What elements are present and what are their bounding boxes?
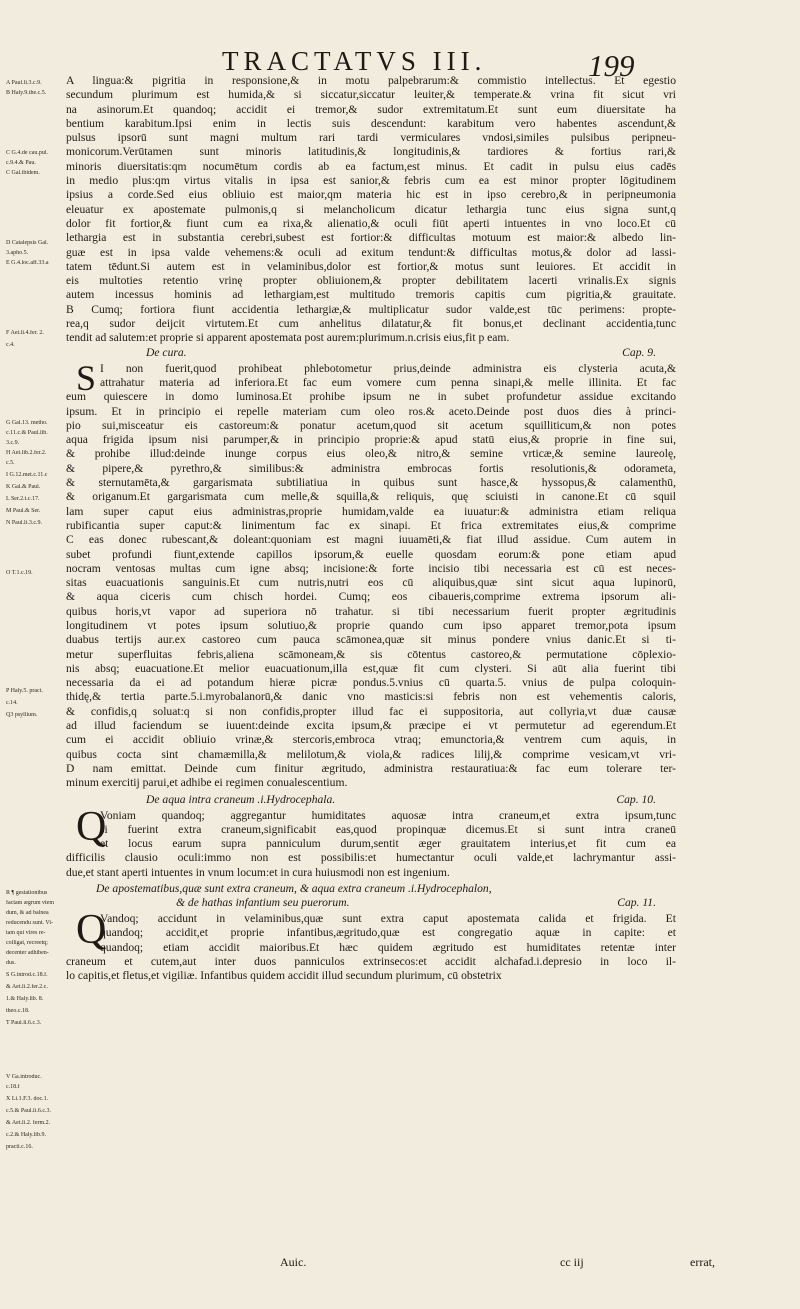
margin-note: O T.1.c.19. bbox=[6, 570, 33, 576]
heading-title: De apostematibus,quæ sunt extra craneum, & aqua extra craneum .i.Hydrocephalon, bbox=[96, 882, 492, 896]
chapter-number: Cap. 10. bbox=[616, 792, 656, 806]
text-line: & origanum.Et gargarismata cum melle,& squilla,& reliquis, quę sciuisti in canone.Et cū squil bbox=[66, 490, 676, 504]
margin-note: G Gal.13. metho. bbox=[6, 420, 48, 426]
text-line: quandoq; accidit,et proprie infantibus,ægritudo,quæ est congregatio aquæ in capite: et bbox=[100, 926, 676, 940]
text-line: in medio plus:qm virtus vitalis in ipsa est sanior,& febris cum ea est minor propter lōgitudinem bbox=[66, 174, 676, 188]
text-line: nis absq; euacuatione.Et melior euacuationum,illa est,quæ fit cum clysteri. Si aūt alia fuerint tibi bbox=[66, 661, 676, 675]
margin-note: C Gal.ibidem. bbox=[6, 170, 40, 176]
text-line: difficilis clausio oculi:immo non est possibilis:et humectantur oculi valde,et lachrymantur assi- bbox=[66, 851, 676, 865]
catchword: errat, bbox=[690, 1255, 715, 1269]
heading-subtitle: & de hathas infantium seu puerorum. bbox=[176, 896, 350, 910]
margin-note: & Aet.li.2. ferm.2. bbox=[6, 1120, 51, 1126]
text-line: D nam emittat. Deinde cum finitur ægritudo, administra restauratiua:& fac eum tolerare ter- bbox=[66, 761, 676, 775]
apostemata-section bbox=[66, 907, 676, 983]
text-line: metur superfluitas febris,aliena scāmoneam,& sis cōtentus castoreo,& permutatione cōplexio- bbox=[66, 647, 676, 661]
text-line: lo capitis,et fletus,et vigiliæ. Infantibus quidem accidit illud secundum plurimum, cū obstetrix bbox=[66, 969, 502, 983]
margin-note: c.11.c.& Paul.lib. bbox=[6, 430, 48, 436]
margin-note: M Paul.& Ser. bbox=[6, 508, 41, 514]
heading-apostemata-2 bbox=[66, 896, 676, 912]
text-line: subet profundi fiunt,extende capillos ipsorum,& euelle quosdam eorum:& pone etiam apud bbox=[66, 547, 676, 561]
text-line: secundum plurimum est humida,& si siccatur,siccatur leuiter,& temperate.& vrina fit sicut vri bbox=[66, 88, 676, 102]
text-line: attrahatur materia ad inferiora.Et fac eum vomere cum penna sinapi,& melle illinita. Et fac bbox=[100, 375, 676, 389]
text-line: et locus earum supra panniculum durum,sentit æger grauitatem interius,et fit cum ea bbox=[100, 837, 676, 851]
heading-de-cura bbox=[66, 346, 676, 362]
cura-section bbox=[66, 357, 676, 791]
margin-note: Q3 psyllium. bbox=[6, 712, 38, 718]
margin-note: c.4. bbox=[6, 342, 15, 348]
text-line: na asinorum.Et quandoq; accidit ei tremor,& sudor extremitatum.Et sunt eum diuersitate ha bbox=[66, 102, 676, 116]
running-title: TRACTATVS III. bbox=[222, 46, 487, 76]
page-footer bbox=[0, 1255, 800, 1275]
text-line: pio sui,misceatur eis castoreum:& ponatur acetum,quod sit acetum squilliticum,& non potes bbox=[66, 418, 676, 432]
page-number: 199 bbox=[588, 48, 635, 83]
text-line: autem incessus hominis ad lethargiam,est multitudo tremoris capitis cum pigritia,& grauitate. bbox=[66, 288, 676, 302]
margin-note: factam ægrum vtem bbox=[6, 900, 54, 906]
margin-note: dus. bbox=[6, 960, 16, 966]
text-line: guæ est in ipsa valde vehemens:& oculi ad exitum tendunt:& difficultas motus,& dolor ad lassi- bbox=[66, 245, 676, 259]
margin-note: 3.apho.5. bbox=[6, 250, 29, 256]
chapter-number: Cap. 9. bbox=[622, 345, 656, 359]
margin-note: E G.4.loc.aff.33.a bbox=[6, 260, 49, 266]
text-line: dolor fit fortior,& fiunt cum ea rixa,& alienatio,& oculi fiūt aperti intuentes in vno loco.Et cū bbox=[66, 216, 676, 230]
margin-note: practi.c.16. bbox=[6, 1144, 33, 1150]
heading-title: De cura. bbox=[146, 345, 187, 359]
margin-note: I G.12.met.c.11.c bbox=[6, 472, 48, 478]
margin-note: dum, & ad balnea bbox=[6, 910, 49, 916]
margin-note: c.2.& Haly.lib.9. bbox=[6, 1132, 46, 1138]
margin-note: X Li.1.F.3. doc.1. bbox=[6, 1096, 49, 1102]
text-line: due,et stant aperti intuentes in vnum locum:et in cura huiusmodi non est ingenium. bbox=[66, 865, 450, 879]
text-line: minum exercitij parui,et adhibe ei regimen conualescentium. bbox=[66, 776, 348, 790]
text-line: C eas donec rubescant,& doleant:quoniam est magni iuuamēti,& fiat illud assidue. Cum autem in bbox=[66, 533, 676, 547]
margin-note: D Catalepsis Gal. bbox=[6, 240, 49, 246]
text-line: eleuatur ex apostemate pulmonis,q si melancholicum dicatur lethargia tunc eius signa sunt,q bbox=[66, 202, 676, 216]
text-line: & aqua ciceris cum chisch hordei. Cumq; eos cibaueris,comprime extrema ipsorum ali- bbox=[66, 590, 676, 604]
margin-note: & Aet.li.2.fer.2.c. bbox=[6, 984, 48, 990]
text-line: Vandoq; accidunt in velaminibus,quæ sunt extra caput apostemata calida et frigida. Et bbox=[100, 912, 676, 926]
heading-apostemata bbox=[66, 882, 676, 896]
text-line: lam super caput eius administras,proprie humidam,valde ea iuuatur:& administra etiam reliqua bbox=[66, 504, 676, 518]
margin-note: decenter adhiben- bbox=[6, 950, 49, 956]
text-line: quandoq; etiam accidit maioribus.Et hæc quidem ægritudo est humiditates retentæ inter bbox=[100, 940, 676, 954]
chapter-number: Cap. 11. bbox=[617, 896, 656, 910]
margin-note: c.5. bbox=[6, 460, 15, 466]
margin-note: 3.c.9. bbox=[6, 440, 20, 446]
text-line: rubificantia super caput:& linimentum fac ex sinapi. Et frica extremitates eius,& comprime bbox=[66, 518, 676, 532]
text-line: sitas euacuationis sanguinis.Et cum nutris,nutri eos cū aliquibus,quæ sint sicut aqua lupinorū, bbox=[66, 576, 676, 590]
margin-note: theo.c.18. bbox=[6, 1008, 30, 1014]
drop-cap: Q bbox=[76, 803, 107, 850]
margin-note: tam qui vires re- bbox=[6, 930, 46, 936]
text-line: thidę,& tertia parte.5.i.myrobalanorū,& danic vno masticis:si febris non est vehementis caloris, bbox=[66, 690, 676, 704]
text-line: nocram ventosas multas cum igne absq; incisione:& forte incisio tibi necessaria est cū est neces- bbox=[66, 561, 676, 575]
text-line: rea,q sudor deijcit virtutem.Et cum anhelitus dilatatur,& fit bonus,et declinant accidentia,tunc bbox=[66, 317, 676, 331]
text-line: & prohibe illud:deinde inunge corpus eius oleo,& nitro,& semine vrticæ,& semine laureolę, bbox=[66, 447, 676, 461]
text-line: eis multoties retentio vrinę propter obliuionem,& propter debilitatem lacerti vrinalis.Ex signis bbox=[66, 274, 676, 288]
margin-note: K Gal.& Paul. bbox=[6, 484, 41, 490]
heading-title: De aqua intra craneum .i.Hydrocephala. bbox=[146, 792, 336, 806]
text-line: aqua frigida ipsum nisi parumper,& in principio proprie:& apud statū eius,& proprie in fine sui, bbox=[66, 433, 676, 447]
text-line: si fuerint extra craneum,significabit eas,quod propinquæ dicemus.Et si sunt intra craneū bbox=[100, 822, 676, 836]
drop-cap: S bbox=[76, 357, 97, 398]
text-line: pulsus ipsorū sunt magni multum rari tardi vermiculares vndosi,similes pulsibus peripneu- bbox=[66, 131, 676, 145]
text-line: quibus cocta sint chamæmilla,& melilotum,& viola,& radices lilij,& comprime vesicam,vt vri- bbox=[66, 747, 676, 761]
text-line: quibus horis,vt vapor ad superiora nō trahatur. si tibi necessarium fuerit propter ægritudinis bbox=[66, 604, 676, 618]
text-line: craneum et cutem,aut inter duos panniculos extrinsecos:et accidit alchafad.i.depresio in loco il- bbox=[66, 954, 676, 968]
text-line: I non fuerit,quod prohibeat phlebotometur prius,deinde administra eis clysteria acuta,& bbox=[100, 361, 676, 375]
margin-note: T Paul.li.6.c.3. bbox=[6, 1020, 42, 1026]
margin-note: S G.introd.c.18.f. bbox=[6, 972, 48, 978]
marginal-notes bbox=[6, 80, 70, 1260]
heading-hydrocephala bbox=[66, 793, 676, 809]
text-line: ipsius a corde.Sed eius obliuio est maior,qm materia hic est in ipso cerebro,& in peripneumonia bbox=[66, 188, 676, 202]
text-line: cum ei accidit obliuio vrinæ,& stercoris,embroca vtraq; emunctoria,& ventrem cum aquis, in bbox=[66, 733, 676, 747]
text-line: bentium karabitum.Ipsi enim in lectis suis descendunt: karabitum vero habentes ascendunt,& bbox=[66, 116, 676, 130]
margin-note: L Ser.2.t.c.17. bbox=[6, 496, 40, 502]
text-line: & pipere,& pyrethro,& similibus:& administra embrocas fortis resolutionis,& odorameta, bbox=[66, 461, 676, 475]
margin-note: colligat, recreetq; bbox=[6, 940, 48, 946]
text-line: monicorum.Verūtamen sunt minoris latitudinis,& longitudinis,& tardiores & fortius rari,& bbox=[66, 145, 676, 159]
text-line: ad illud faciendum se iuuent:deinde excita ipsum,& præcipe ei vt permutetur ad egerendum.Et bbox=[66, 719, 676, 733]
text-line: tatem tēdunt.Si autem est in velaminibus,dolor est fortior,& motus sunt leuiores. Et accidit in bbox=[66, 259, 676, 273]
text-line: tendit ad salutem:et proprie si apparent apostemata post aurem:plurimum.n.crisis eius,fit p eam. bbox=[66, 331, 510, 345]
text-line: minoris diuersitatis:qm nocumētum cordis ab ea factum,est minus. Et cadit in pulsu eius cadēs bbox=[66, 159, 676, 173]
text-line: Voniam quandoq; aggregantur humiditates aquosæ intra craneum,et extra ipsum,tunc bbox=[100, 808, 676, 822]
text-line: lethargia est in substantia cerebri,subest est fortior:& difficultas motuum est maior:& albedo lin- bbox=[66, 231, 676, 245]
drop-cap: Q bbox=[76, 907, 107, 954]
hydrocephala-section bbox=[66, 803, 676, 880]
margin-note: N Paul.li.3.c.9. bbox=[6, 520, 42, 526]
text-line: duabus tertijs aur.ex castoreo cum pauca scāmonea,quæ sit minus pondere vnius danic.Et si ti- bbox=[66, 633, 676, 647]
margin-note: A Paul.li.3.c.9. bbox=[6, 80, 42, 86]
text-line: necessaria da ei ad potandum hieræ picræ pondus.5.vnius cū quarta.5. vnius de pulpa coloquin- bbox=[66, 676, 676, 690]
margin-note: R ¶ gestationibus bbox=[6, 890, 48, 896]
margin-note: c.18.f bbox=[6, 1084, 20, 1090]
margin-note: c.14. bbox=[6, 700, 18, 706]
text-line: & confidis,q soluat:q si non confidis,propter illud fac ei suppositoria, aut collyria,vt duæ causæ bbox=[66, 704, 676, 718]
margin-note: F Aet.li.4.fer. 2. bbox=[6, 330, 44, 336]
text-line: ipsum. Et in principio ei repelle materiam cum oleo ros.& aceto.Deinde post duos dies à princi- bbox=[66, 404, 676, 418]
catchword-left: Auic. bbox=[280, 1255, 307, 1269]
margin-note: 1.& Haly.lib. 8. bbox=[6, 996, 44, 1002]
margin-note: reducendu sunt. Vi- bbox=[6, 920, 54, 926]
margin-note: B Haly.9.the.c.5. bbox=[6, 90, 47, 96]
main-text bbox=[66, 74, 676, 984]
margin-note: P Haly.5. pract. bbox=[6, 688, 43, 694]
signature-mark: cc iij bbox=[560, 1255, 584, 1269]
text-line: longitudinem vt potes ipsum solutiuo,& proprie quando cum ipso apparet tremor,pota ipsum bbox=[66, 618, 676, 632]
text-line: A lingua:& pigritia in responsione,& in motu palpebrarum:& commistio intellectus. Et egestio bbox=[66, 74, 676, 87]
margin-note: C G.4.de cau.pul. bbox=[6, 150, 48, 156]
text-line: B Cumq; fortiora fiunt accidentia lethargiæ,& multiplicatur sudor valde,est tūc perimens: propte- bbox=[66, 302, 676, 316]
margin-note: c.9.4.& Pau. bbox=[6, 160, 36, 166]
text-line: & sternutamēta,& gargarismata subtiliatiua in quibus sunt hasce,& hyssopus,& calamenthū, bbox=[66, 476, 676, 490]
margin-note: V Ga.introduc. bbox=[6, 1074, 42, 1080]
text-line: eum quiescere in domo luminosa.Et prohibe ipsum ne in subet profundetur assidue excitando bbox=[66, 390, 676, 404]
margin-note: H Aet.lib.2.fer.2. bbox=[6, 450, 47, 456]
lethargy-section bbox=[66, 74, 676, 346]
margin-note: c.5.& Paul.li.6.c.3. bbox=[6, 1108, 51, 1114]
